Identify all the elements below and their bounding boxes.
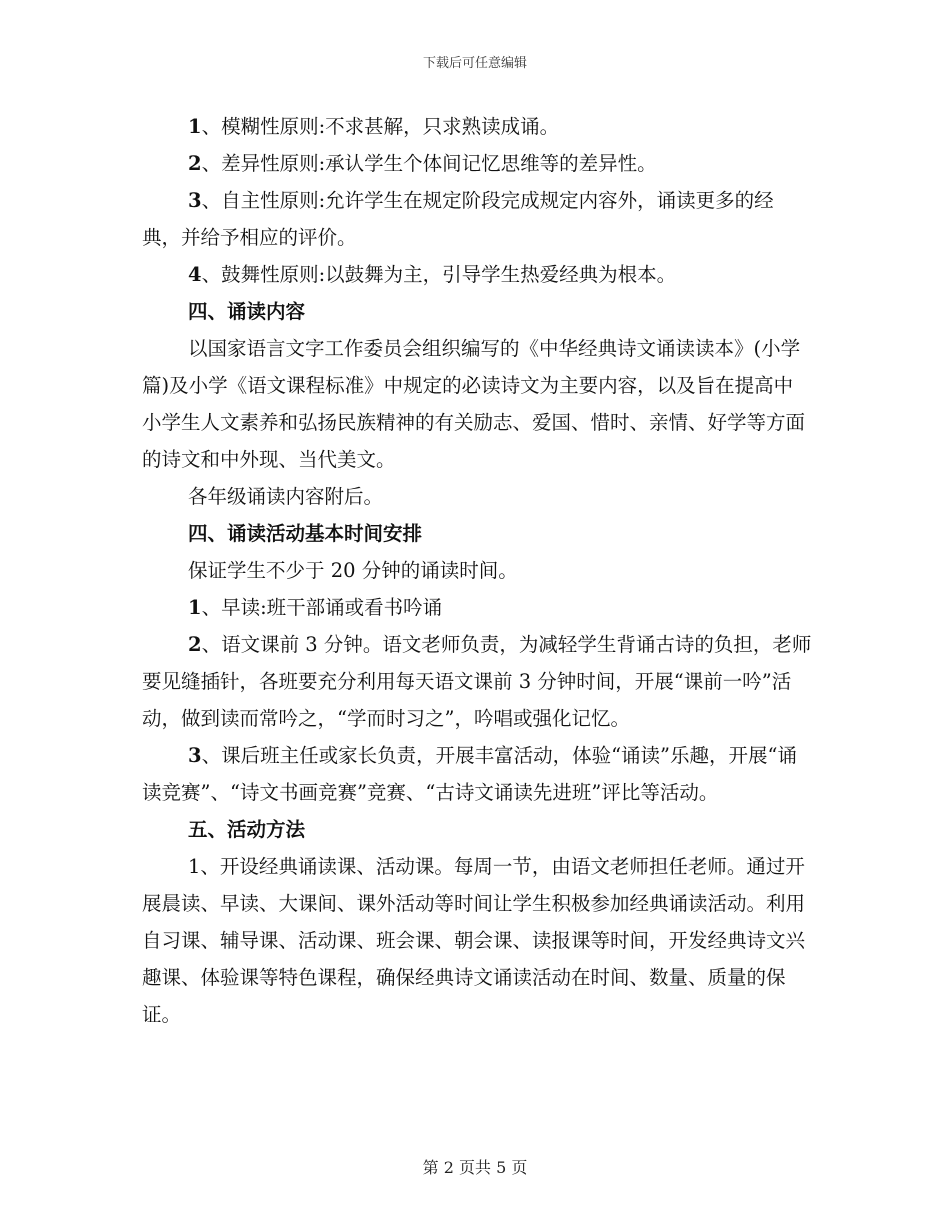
- page-footer-number: 第 2 页共 5 页: [422, 1158, 528, 1177]
- page-header-note: 下载后可任意编辑: [422, 56, 527, 71]
- principle-4: [142, 256, 812, 293]
- principle-2: [142, 145, 812, 182]
- principle-text: 、模糊性原则:不求甚解，只求熟读成诵。: [201, 115, 560, 138]
- principle-number: 2: [188, 152, 202, 175]
- principle-text: 、鼓舞性原则:以鼓舞为主，引导学生热爱经典为根本。: [201, 263, 677, 286]
- principle-number: 3: [188, 189, 202, 212]
- principle-text: 、差异性原则:承认学生个体间记忆思维等的差异性。: [201, 152, 657, 175]
- section-heading-schedule: 四、诵读活动基本时间安排: [188, 522, 423, 545]
- schedule-text: 、语文课前 3 分钟。语文老师负责，为减轻学生背诵古诗的负担，老师要见缝插针，各班要充分利用每天语文课前 3 分钟时间，开展“课前一吟”活动，做到读而常吟之，“学而时习之”，吟唱或强化记忆。: [142, 633, 812, 730]
- schedule-number: 2: [188, 633, 202, 656]
- document-body: [142, 108, 812, 1033]
- schedule-number: 1: [188, 596, 202, 619]
- schedule-item-1: [142, 589, 812, 626]
- schedule-number: 3: [188, 744, 202, 767]
- principle-3: [142, 182, 812, 256]
- principle-text: 、自主性原则:允许学生在规定阶段完成规定内容外，诵读更多的经典，并给予相应的评价。: [142, 189, 774, 249]
- section-heading-content: 四、诵读内容: [188, 300, 306, 323]
- content-paragraph: 以国家语言文字工作委员会组织编写的《中华经典诗文诵读读本》(小学篇)及小学《语文课程标准》中规定的必读诗文为主要内容，以及旨在提高中小学生人文素养和弘扬民族精神的有关励志、爱国、惜时、亲情、好学等方面的诗文和中外现、当代美文。: [142, 337, 806, 471]
- schedule-text: 、早读:班干部诵或看书吟诵: [201, 596, 443, 619]
- method-item-1: 1、开设经典诵读课、活动课。每周一节，由语文老师担任老师。通过开展晨读、早读、大课间、课外活动等时间让学生积极参加经典诵读活动。利用自习课、辅导课、活动课、班会课、朝会课、读报课等时间，开发经典诗文兴趣课、体验课等特色课程，确保经典诗文诵读活动在时间、数量、质量的保证。: [142, 855, 806, 1026]
- principle-number: 1: [188, 115, 202, 138]
- principle-1: [142, 108, 812, 145]
- section-heading-methods: 五、活动方法: [188, 818, 306, 841]
- schedule-text: 、课后班主任或家长负责，开展丰富活动，体验“诵读”乐趣，开展“诵读竞赛”、“诗文书画竞赛”竞赛、“古诗文诵读先进班”评比等活动。: [142, 744, 797, 804]
- schedule-item-2: [142, 626, 812, 737]
- content-note: 各年级诵读内容附后。: [188, 485, 384, 508]
- principle-number: 4: [188, 263, 202, 286]
- schedule-item-3: [142, 737, 812, 811]
- schedule-intro: 保证学生不少于 20 分钟的诵读时间。: [188, 559, 518, 582]
